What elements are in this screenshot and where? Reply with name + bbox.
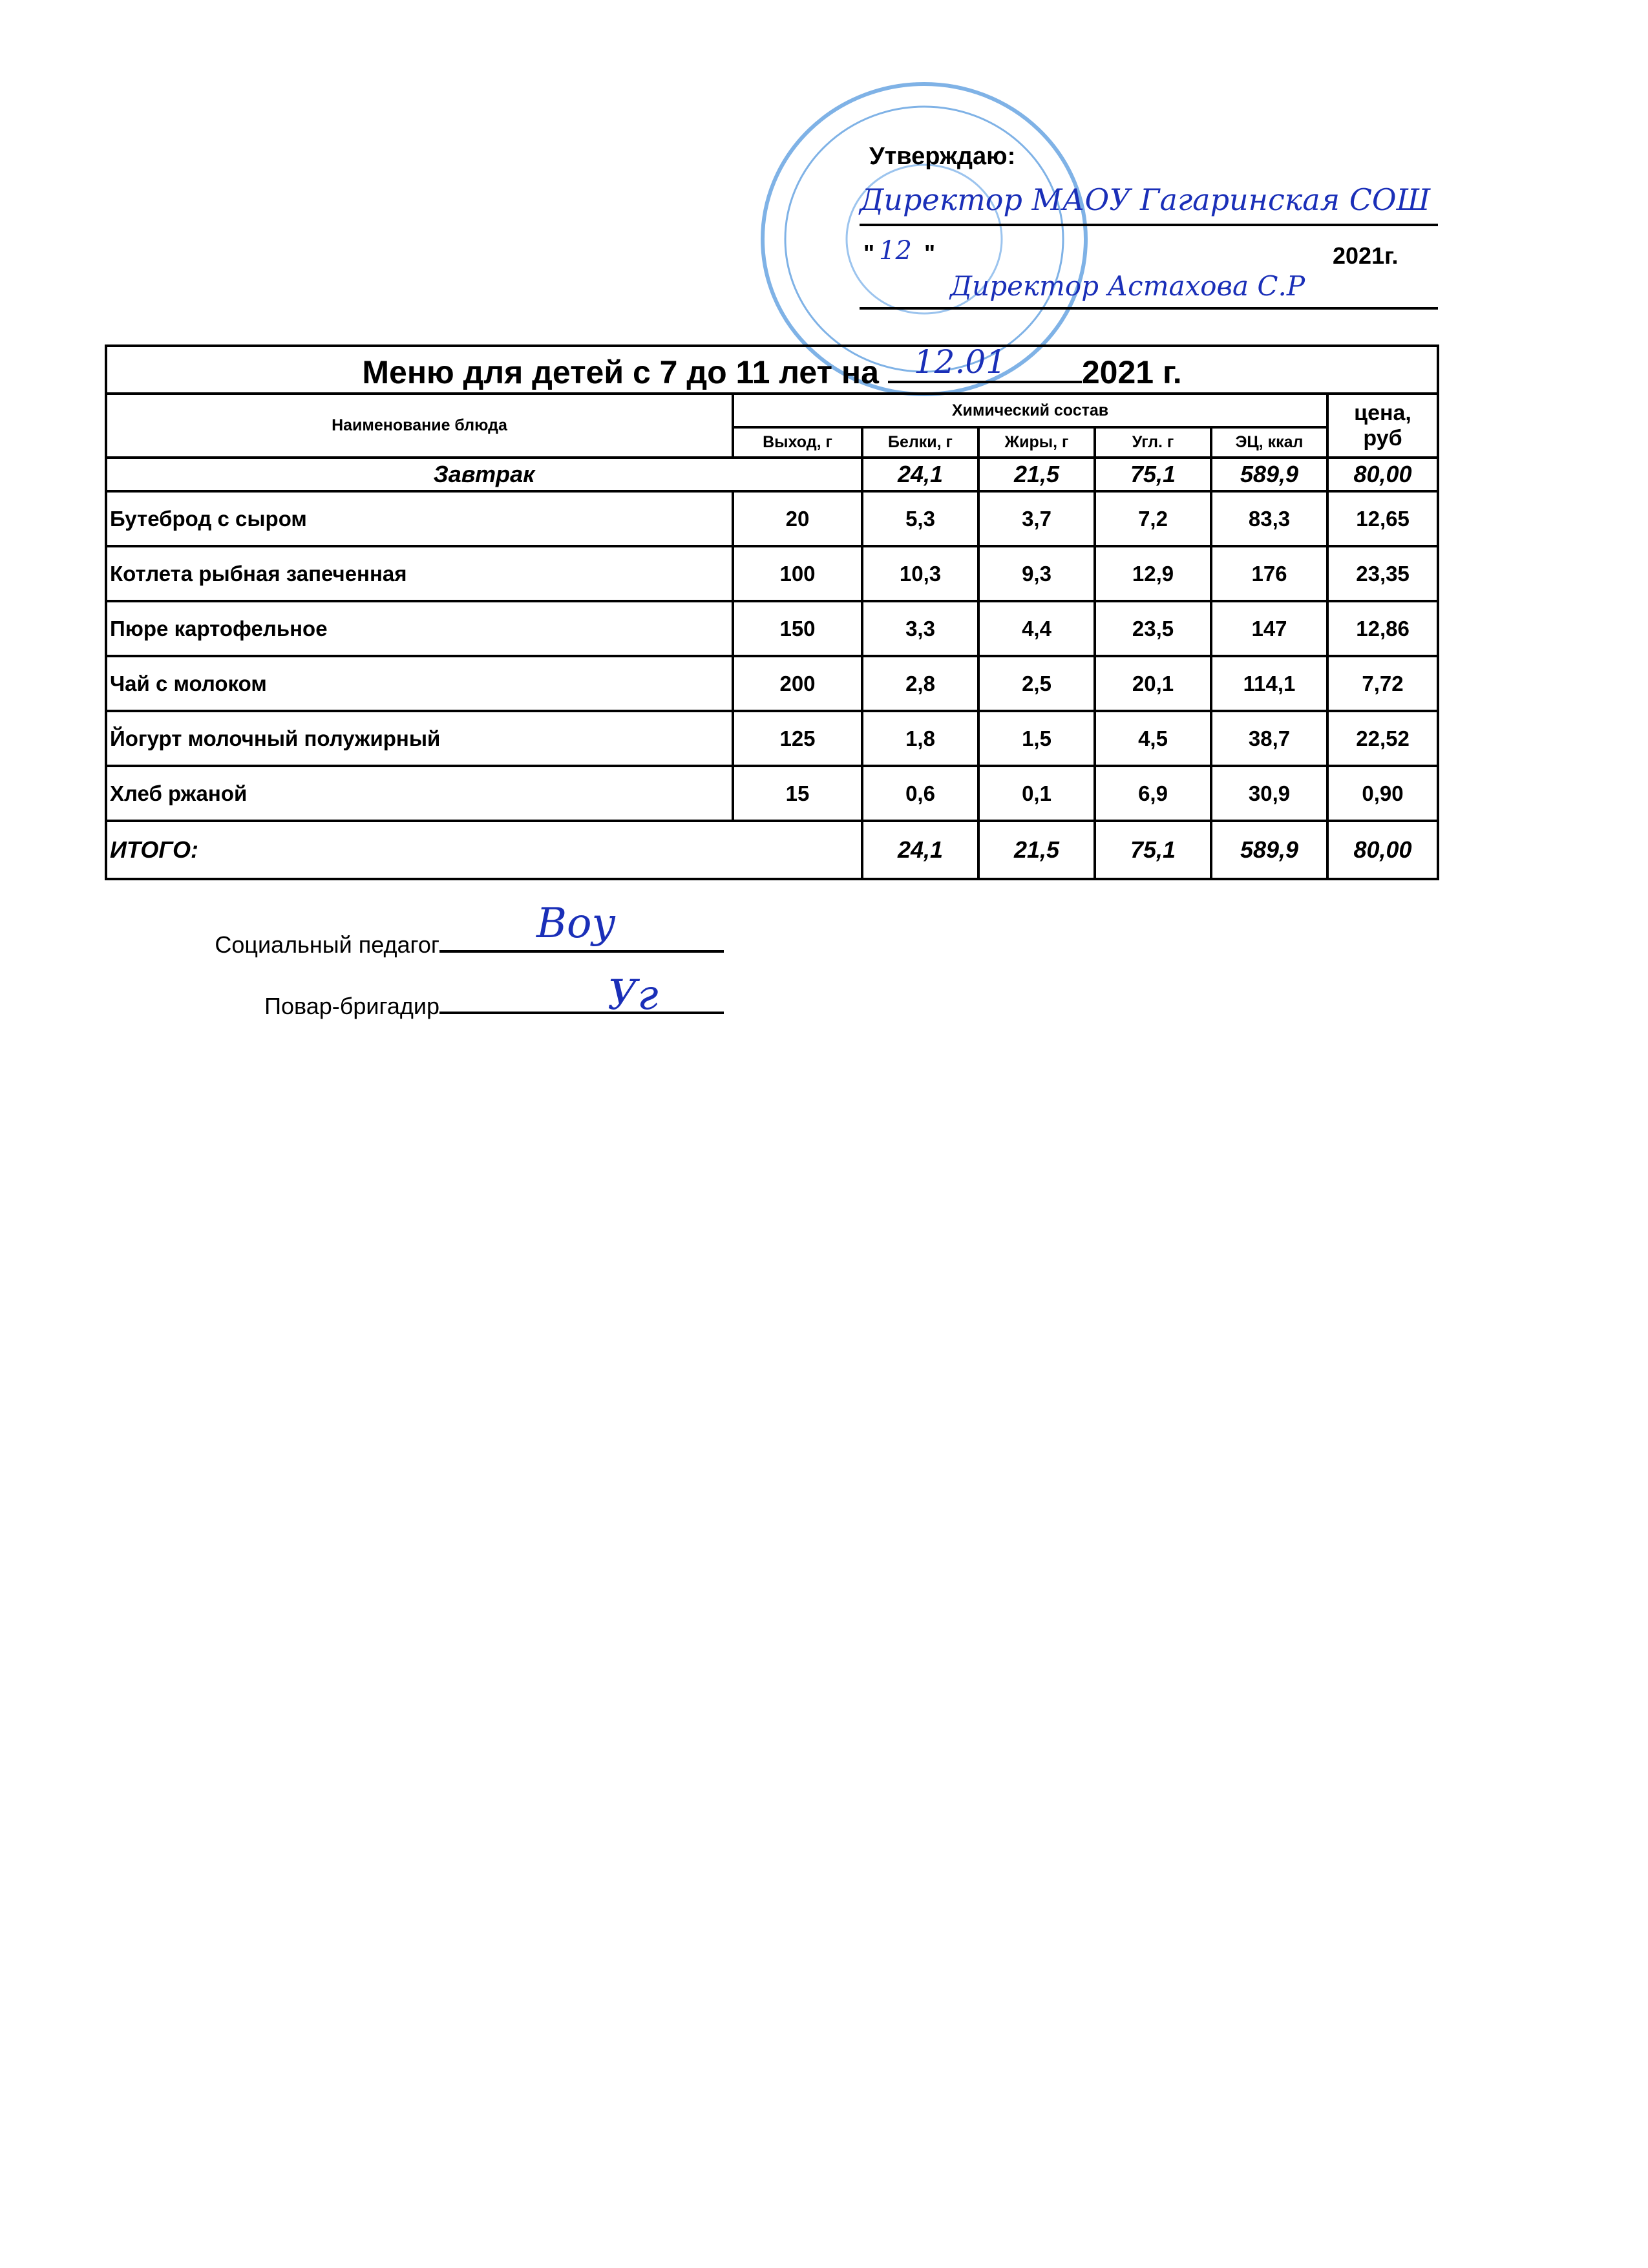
cell-protein: 2,8 (862, 656, 978, 711)
section-price: 80,00 (1327, 458, 1438, 491)
header-chem: Химический состав (733, 394, 1327, 427)
header-protein: Белки, г (862, 427, 978, 458)
cell-price: 0,90 (1327, 766, 1438, 821)
section-protein: 24,1 (862, 458, 978, 491)
cell-yield: 15 (733, 766, 862, 821)
cell-protein: 10,3 (862, 546, 978, 601)
approval-position-handwritten: Директор МАОУ Гагаринская СОШ (860, 182, 1431, 217)
header-fat: Жиры, г (978, 427, 1095, 458)
cell-name: Хлеб ржаной (106, 766, 733, 821)
total-protein: 24,1 (862, 821, 978, 879)
approval-signature-line (860, 307, 1438, 310)
approval-label: Утверждаю: (869, 143, 1016, 170)
cell-price: 22,52 (1327, 711, 1438, 766)
total-price: 80,00 (1327, 821, 1438, 879)
menu-date-blank (888, 343, 1082, 383)
section-row-breakfast (106, 458, 1438, 491)
cell-carb: 23,5 (1095, 601, 1211, 656)
menu-title-suffix: 2021 г. (1081, 354, 1182, 390)
section-fat: 21,5 (978, 458, 1095, 491)
cell-fat: 9,3 (978, 546, 1095, 601)
cell-yield: 100 (733, 546, 862, 601)
menu-title-prefix: Меню для детей с 7 до 11 лет на (362, 354, 879, 390)
total-energy: 589,9 (1211, 821, 1327, 879)
cook-label: Повар-бригадир (264, 993, 439, 1019)
cell-yield: 200 (733, 656, 862, 711)
total-fat: 21,5 (978, 821, 1095, 879)
cell-carb: 4,5 (1095, 711, 1211, 766)
cook-signature (264, 971, 724, 1019)
table-row (106, 491, 1438, 546)
cell-carb: 20,1 (1095, 656, 1211, 711)
cell-energy: 176 (1211, 546, 1327, 601)
table-row (106, 601, 1438, 656)
header-price: цена, руб (1327, 394, 1438, 458)
section-energy: 589,9 (1211, 458, 1327, 491)
approval-quote-open: " (863, 240, 875, 266)
cell-price: 23,35 (1327, 546, 1438, 601)
header-carb: Угл. г (1095, 427, 1211, 458)
approval-quote-close: " (924, 240, 936, 266)
social-pedagogue-signature (215, 900, 724, 958)
cell-name: Пюре картофельное (106, 601, 733, 656)
cell-carb: 12,9 (1095, 546, 1211, 601)
table-row (106, 766, 1438, 821)
social-pedagogue-line (439, 900, 724, 953)
section-name: Завтрак (106, 458, 862, 491)
table-row (106, 711, 1438, 766)
total-row (106, 821, 1438, 879)
cell-fat: 0,1 (978, 766, 1095, 821)
cell-fat: 1,5 (978, 711, 1095, 766)
table-row (106, 546, 1438, 601)
cell-name: Бутеброд с сыром (106, 491, 733, 546)
cell-energy: 114,1 (1211, 656, 1327, 711)
total-label: ИТОГО: (106, 821, 862, 879)
cell-price: 7,72 (1327, 656, 1438, 711)
cell-fat: 2,5 (978, 656, 1095, 711)
cell-yield: 125 (733, 711, 862, 766)
approval-day-handwritten: 12 (879, 236, 912, 266)
cell-energy: 30,9 (1211, 766, 1327, 821)
cell-protein: 5,3 (862, 491, 978, 546)
section-carb: 75,1 (1095, 458, 1211, 491)
social-pedagogue-handwritten: Воу (536, 900, 616, 948)
approval-position-line (860, 224, 1438, 226)
header-dish: Наименование блюда (106, 394, 733, 458)
cell-name: Йогурт молочный полужирный (106, 711, 733, 766)
cell-yield: 20 (733, 491, 862, 546)
cell-protein: 3,3 (862, 601, 978, 656)
approval-signer-handwritten: Директор Астахова С.Р (950, 270, 1305, 302)
cell-name: Чай с молоком (106, 656, 733, 711)
social-pedagogue-label: Социальный педагог (215, 931, 439, 958)
cook-handwritten: Уг (607, 971, 659, 1019)
cell-energy: 147 (1211, 601, 1327, 656)
header-yield: Выход, г (733, 427, 862, 458)
cell-fat: 3,7 (978, 491, 1095, 546)
cell-price: 12,86 (1327, 601, 1438, 656)
cell-yield: 150 (733, 601, 862, 656)
cell-protein: 1,8 (862, 711, 978, 766)
total-carb: 75,1 (1095, 821, 1211, 879)
menu-date-handwritten: 12.01 (913, 343, 1006, 381)
approval-year: 2021г. (1333, 242, 1399, 269)
cell-carb: 7,2 (1095, 491, 1211, 546)
cell-protein: 0,6 (862, 766, 978, 821)
table-row (106, 656, 1438, 711)
cell-fat: 4,4 (978, 601, 1095, 656)
cook-line (439, 971, 724, 1019)
header-energy: ЭЦ, ккал (1211, 427, 1327, 458)
cell-energy: 38,7 (1211, 711, 1327, 766)
cell-energy: 83,3 (1211, 491, 1327, 546)
menu-table (105, 344, 1439, 880)
menu-title (106, 343, 1438, 394)
cell-price: 12,65 (1327, 491, 1438, 546)
cell-name: Котлета рыбная запеченная (106, 546, 733, 601)
cell-carb: 6,9 (1095, 766, 1211, 821)
